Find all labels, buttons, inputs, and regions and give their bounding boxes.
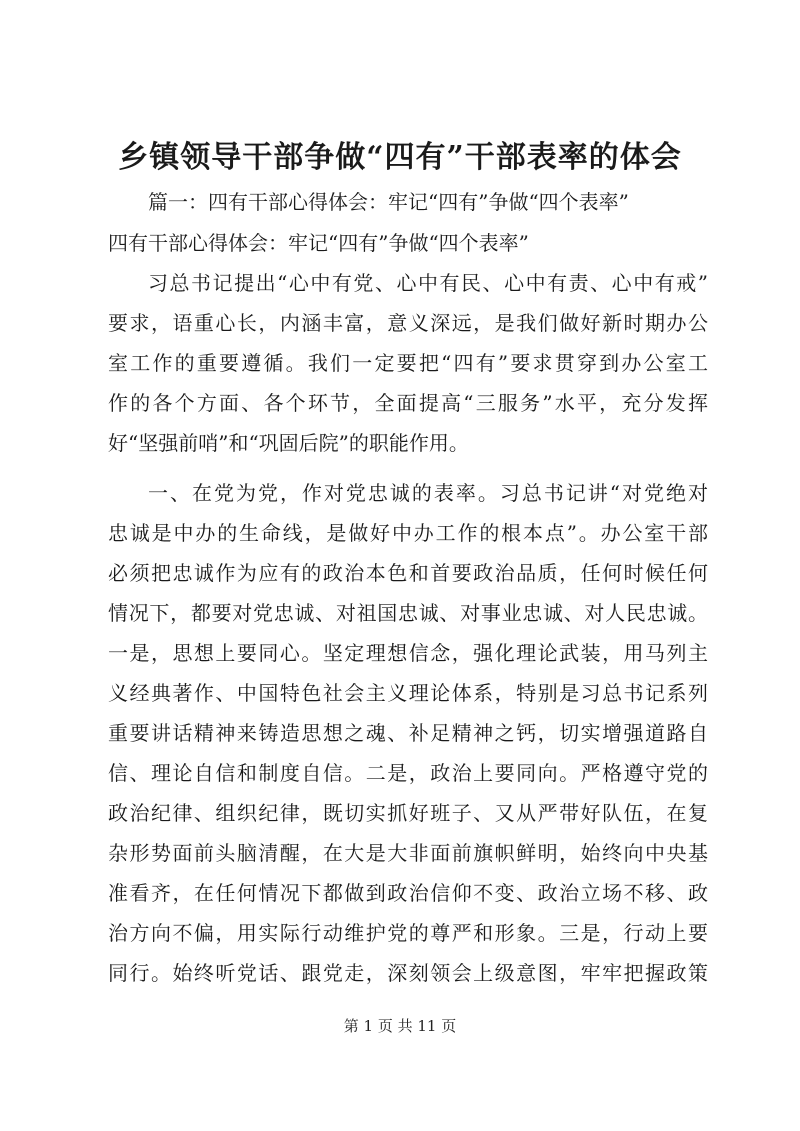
paragraph-line: 同行。始终听党话、跟党走，深刻领会上级意图，牢牢把握政策 bbox=[108, 961, 708, 985]
document-title: 乡镇领导干部争做“四有”干部表率的体会 bbox=[118, 140, 682, 175]
article-title: 四有干部心得体会：牢记“四有”争做“四个表率” bbox=[108, 231, 529, 255]
paragraph-line: 情况下，都要对党忠诚、对祖国忠诚、对事业忠诚、对人民忠诚。 bbox=[108, 601, 708, 625]
paragraph-line: 信、理论自信和制度自信。二是，政治上要同向。严格遵守党的 bbox=[108, 761, 708, 785]
page-number-footer: 第 1 页 共 11 页 bbox=[343, 1017, 457, 1035]
paragraph-line: 要求，语重心长，内涵丰富，意义深远，是我们做好新时期办公 bbox=[108, 311, 708, 335]
paragraph-line: 一、在党为党，作对党忠诚的表率。习总书记讲“对党绝对 bbox=[148, 481, 708, 505]
paragraph-line: 重要讲话精神来铸造思想之魂、补足精神之钙，切实增强道路自 bbox=[108, 721, 708, 745]
paragraph-line: 必须把忠诚作为应有的政治本色和首要政治品质，任何时候任何 bbox=[108, 561, 708, 585]
paragraph-line: 室工作的重要遵循。我们一定要把“四有”要求贯穿到办公室工 bbox=[108, 351, 708, 375]
paragraph-line: 义经典著作、中国特色社会主义理论体系，特别是习总书记系列 bbox=[108, 681, 708, 705]
paragraph-line: 治方向不偏，用实际行动维护党的尊严和形象。三是，行动上要 bbox=[108, 921, 708, 945]
paragraph-line: 作的各个方面、各个环节，全面提高“三服务”水平，充分发挥 bbox=[108, 391, 708, 415]
paragraph-line: 杂形势面前头脑清醒，在大是大非面前旗帜鲜明，始终向中央基 bbox=[108, 841, 708, 865]
paragraph-line: 政治纪律、组织纪律，既切实抓好班子、又从严带好队伍，在复 bbox=[108, 801, 708, 825]
paragraph-line: 忠诚是中办的生命线，是做好中办工作的根本点”。办公室干部 bbox=[108, 521, 708, 545]
paragraph-line: 好“坚强前哨”和“巩固后院”的职能作用。 bbox=[108, 431, 469, 455]
section-heading: 篇一：四有干部心得体会：牢记“四有”争做“四个表率” bbox=[148, 190, 629, 214]
paragraph-line: 习总书记提出“心中有党、心中有民、心中有责、心中有戒” bbox=[148, 271, 708, 295]
paragraph-line: 准看齐，在任何情况下都做到政治信仰不变、政治立场不移、政 bbox=[108, 881, 708, 905]
paragraph-line: 一是，思想上要同心。坚定理想信念，强化理论武装，用马列主 bbox=[108, 641, 708, 665]
